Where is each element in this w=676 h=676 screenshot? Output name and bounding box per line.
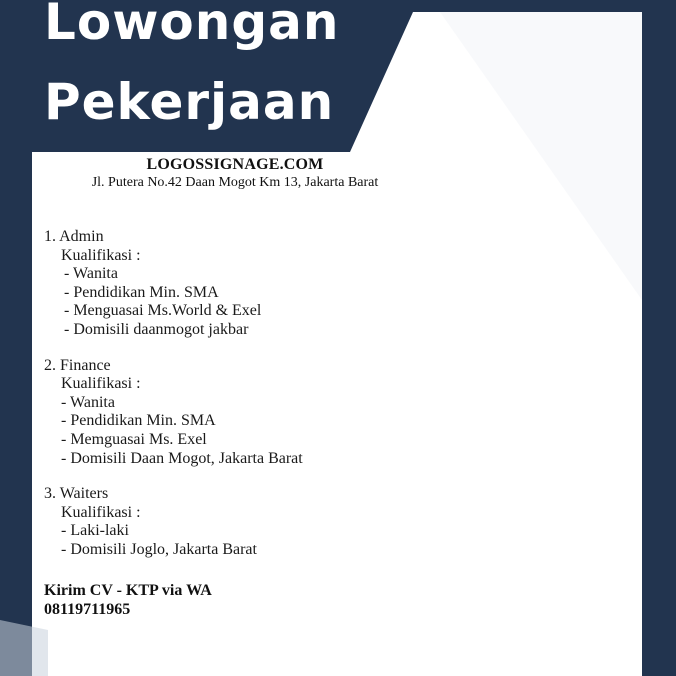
contact-phone: 08119711965 xyxy=(44,601,131,618)
qualification-item: - Wanita xyxy=(61,393,115,411)
page-title-line-2: Pekerjaan xyxy=(44,73,335,131)
job-title: 3. Waiters xyxy=(44,485,109,503)
job-title: 2. Finance xyxy=(44,356,111,374)
qualification-label: Kualifikasi : xyxy=(61,246,141,264)
qualification-item: - Domisili daanmogot jakbar xyxy=(64,320,249,338)
company-address: Jl. Putera No.42 Daan Mogot Km 13, Jakarta Barat xyxy=(91,175,379,190)
job-waiters xyxy=(44,485,624,559)
job-finance xyxy=(44,357,624,469)
qualification-item: - Domisili Daan Mogot, Jakarta Barat xyxy=(61,449,303,467)
qualification-item: - Pendidikan Min. SMA xyxy=(64,283,219,301)
qualification-item: - Menguasai Ms.World & Exel xyxy=(64,302,262,320)
contact-instruction: Kirim CV - KTP via WA xyxy=(44,582,212,599)
qualification-item: - Domisili Joglo, Jakarta Barat xyxy=(61,540,257,558)
company-name: LOGOSSIGNAGE.COM xyxy=(146,156,324,173)
qualification-label: Kualifikasi : xyxy=(61,503,141,521)
qualification-item: - Memguasai Ms. Exel xyxy=(61,430,207,448)
job-title: 1. Admin xyxy=(44,228,104,245)
qualification-label: Kualifikasi : xyxy=(61,375,141,393)
contact-info xyxy=(44,581,212,619)
job-list xyxy=(44,228,624,577)
qualification-item: - Laki-laki xyxy=(61,522,129,540)
qualification-item: - Pendidikan Min. SMA xyxy=(61,412,216,430)
page-title-line-1: Lowongan xyxy=(44,0,340,51)
job-admin xyxy=(44,228,624,340)
qualification-item: - Wanita xyxy=(64,265,118,283)
